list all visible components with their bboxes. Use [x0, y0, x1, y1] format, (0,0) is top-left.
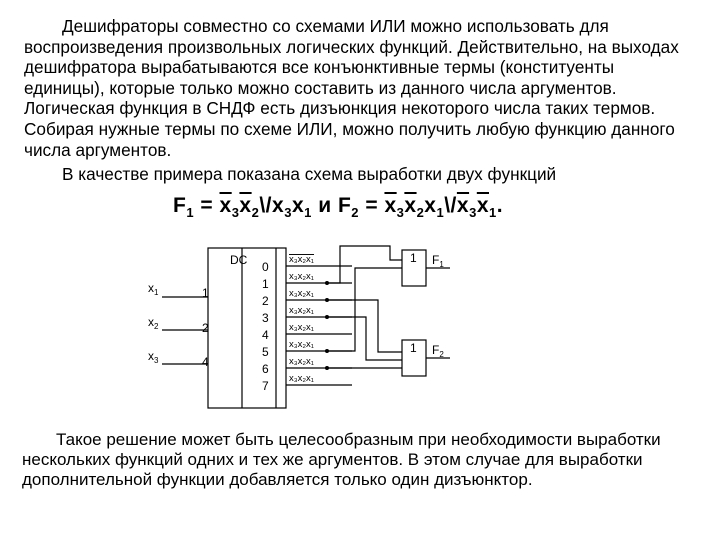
intro-paragraph-text: Дешифраторы совместно со схемами ИЛИ можно использовать для воспроизведения произвольных логических функций. Действительно, на выходах дешифратора вырабатываются все конъюнктивные термы (конституенты единицы), которые только можно составить из данного числа аргументов. Логическая функция в СНДФ есть дизъюнкция некоторого числа таких термов. Собирая нужные термы по схеме ИЛИ, можно получить любую функцию данного числа аргументов. [24, 16, 679, 160]
input-x3: $x_3$ [148, 349, 159, 365]
formula-eq1: = [194, 194, 220, 217]
svg-text:x₃x₂x₁: x₃x₂x₁ [289, 271, 315, 282]
formula-f2-sub: 2 [351, 205, 360, 221]
svg-text:x₃x₂x₁: x₃x₂x₁ [289, 305, 315, 316]
output-6: 6 [262, 362, 269, 376]
svg-text:x₃x₂x₁: x₃x₂x₁ [289, 356, 315, 367]
intro-paragraph [24, 16, 694, 160]
conclusion-paragraph [22, 430, 702, 490]
output-0: 0 [262, 260, 269, 274]
output-f1: $F_1$ [432, 253, 444, 269]
dc-label: DC [230, 253, 248, 267]
output-2: 2 [262, 294, 269, 308]
weight-4: 4 [202, 355, 209, 369]
weight-1: 1 [202, 286, 209, 300]
formula-f1: F [173, 194, 187, 217]
output-f2: $F_2$ [432, 343, 444, 359]
formula-end: . [496, 194, 504, 217]
decoder-box [208, 248, 286, 408]
output-4: 4 [262, 328, 269, 342]
svg-text:x₃x₂x₁: x₃x₂x₁ [289, 288, 315, 299]
conclusion-paragraph-text: Такое решение может быть целесообразным при необходимости выработки нескольких функций одних и тех же аргументов. В этом случае для выработки дополнительной функции добавляется только один дизъюнктор. [22, 430, 661, 489]
output-1: 1 [262, 277, 269, 291]
output-5: 5 [262, 345, 269, 359]
output-3: 3 [262, 311, 269, 325]
svg-text:x₃x₂x₁: x₃x₂x₁ [289, 254, 315, 265]
weight-2: 2 [202, 321, 209, 335]
decoder-or-diagram [140, 240, 470, 410]
example-paragraph-text: В качестве примера показана схема выработки двух функций [62, 164, 557, 184]
svg-text:x₃x₂x₁: x₃x₂x₁ [289, 373, 315, 384]
or-gate-2-label: 1 [410, 341, 417, 355]
or-gate-1-label: 1 [410, 251, 417, 265]
input-x1: $x_1$ [148, 281, 159, 297]
formula-f2: F [337, 194, 352, 217]
svg-text:x₃x₂x₁: x₃x₂x₁ [289, 322, 315, 333]
svg-text:x₃x₂x₁: x₃x₂x₁ [289, 339, 315, 350]
formula-conj: и [311, 194, 338, 217]
formula: $F_1$ = $\overline{x}_3\overline{x}_2\backslash/x_3x_1$ и $F_2$ = $\overline{x}_3\overline{x}_2x_1\backslash/\overline{x}_3\overline{x}_1$. [173, 194, 504, 221]
example-paragraph [24, 164, 694, 185]
input-x2: $x_2$ [148, 315, 159, 331]
output-7: 7 [262, 379, 269, 393]
formula-f1-sub: 1 [186, 205, 195, 221]
